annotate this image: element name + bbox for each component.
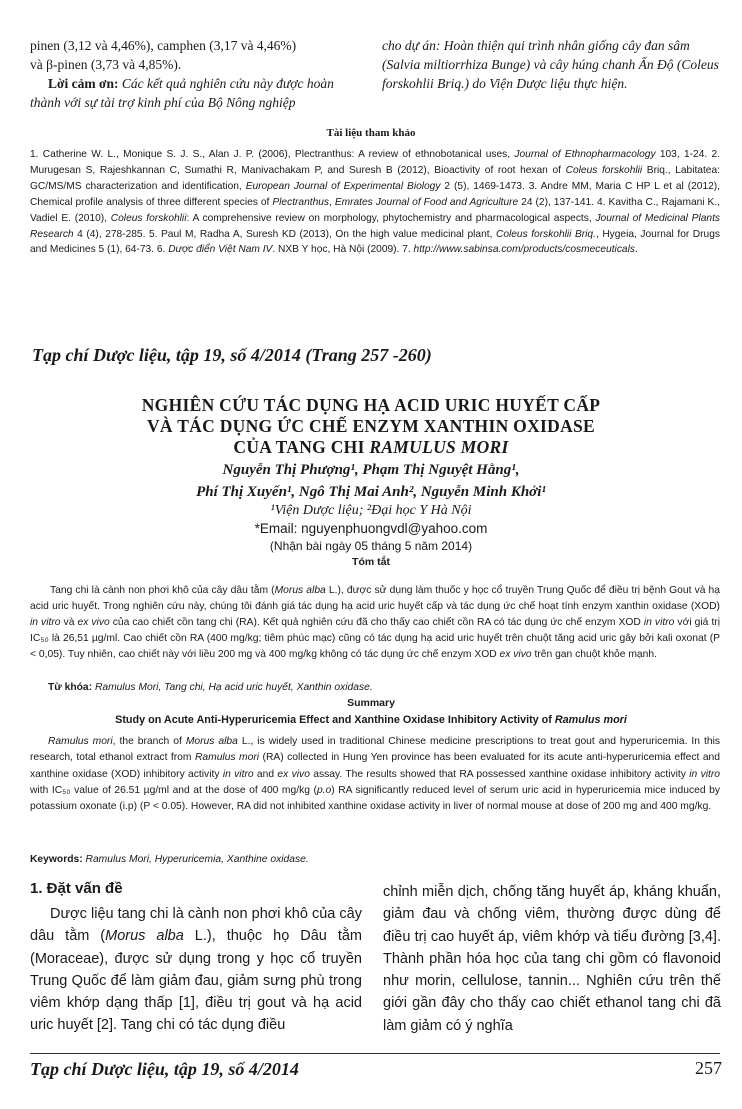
references-heading: Tài liệu tham khảo (326, 127, 416, 139)
authors-line: Phí Thị Xuyến¹, Ngô Thị Mai Anh², Nguyễn Minh Khởi¹ (196, 484, 546, 500)
contact-email[interactable]: *Email: nguyenphuongvdl@yahoo.com (254, 521, 488, 536)
authors-line: Nguyễn Thị Phượng¹, Phạm Thị Nguyệt Hằng¹, (222, 462, 520, 478)
article-title-line: NGHIÊN CỨU TÁC DỤNG HẠ ACID URIC HUYẾT CẤP (141, 395, 601, 415)
footer-journal: Tạp chí Dược liệu, tập 19, số 4/2014 (30, 1059, 299, 1079)
page-number: 257 (695, 1058, 722, 1078)
affiliation: ¹Viện Dược liệu; ²Đại học Y Hà Nội (270, 503, 472, 518)
body-right-column: chỉnh miễn dịch, chống tăng huyết áp, kháng khuẩn, giảm đau và chống viêm, thường được dùng để điều trị cao huyết áp, viêm khớp và tiểu đường [3,4]. Thành phần hóa học của tang chi gồm có flavonoid như morin, cellulose, tannin... Nghiên cứu trên thế giới gần đây cho thấy cao chiết ethanol tang chi đã làm giảm có ý nghĩa (383, 884, 721, 1034)
article-title-line: VÀ TÁC DỤNG ỨC CHẾ ENZYM XANTHIN OXIDASE (146, 416, 596, 436)
keywords-vi: Từ khóa: Ramulus Mori, Tang chi, Hạ acid uric huyết, Xanthin oxidase. (48, 682, 373, 693)
top-left-line: và β-pinen (3,73 và 4,85%). (30, 57, 182, 72)
reference-link[interactable]: http://www.sabinsa.com/products/cosmeceuticals (413, 244, 635, 256)
summary-heading: Summary (347, 697, 395, 709)
journal-citation: Tạp chí Dược liệu, tập 19, số 4/2014 (Trang 257 -260) (32, 345, 432, 365)
top-left-column (30, 36, 366, 112)
article-title-line: CỦA TANG CHI RAMULUS MORI (233, 437, 509, 457)
references-list: 1. Catherine W. L., Monique S. J. S., Alan J. P. (2006), Plectranthus: A review of ethnobotanical uses, Journal of Ethnopharmacology 103, 1-24. 2. Murugesan S, Rajeshkannan C, Sumathi R, Manivachakam P, and Suresh B (2012), Bioactivity of root hexan of Coleus forskohlii Briq., Labitatea: GC/MS/MS characterization and identification, European Journal of Experimental Biology 2 (5), 1469-1473. 3. Andre MM, Maria C HP L et al (2012), Chemical profile analysis of three different species of Plectranthus, Emrates Journal of Food and Agriculture 24 (2), 137-141. 4. Kavitha C., Rajamani K., Vadiel E. (2010), Coleus forskohlii: A comprehensive review on morphology, phytochemistry and pharmacological aspects, Journal of Medicinal Plants Research 4 (4), 278-285. 5. Paul M, Radha A, Suresh KD (2013), On the high value medicinal plant, Coleus forskohlii Briq., Hygeia, Journal for Drugs and Medicines 5 (1), 64-73. 6. Dược điển Việt Nam IV. NXB Y học, Hà Nội (2009). 7. http://www.sabinsa.com/products/cosmeceuticals. (30, 149, 721, 256)
top-right-text: cho dự án: Hoàn thiện qui trình nhân giống cây đan sâm (Salvia miltiorrhiza Bunge) và cây húng chanh Ấn Độ (Coleus forskohlii Briq.) do Viện Dược liệu thực hiện. (382, 38, 719, 91)
received-date: (Nhận bài ngày 05 tháng 5 năm 2014) (269, 539, 473, 553)
keywords-en: Keywords: Ramulus Mori, Hyperuricemia, Xanthine oxidase. (30, 854, 309, 865)
top-right-column (382, 36, 722, 93)
abstract-en: Ramulus mori, the branch of Morus alba L., is widely used in traditional Chinese medicine prescriptions to treat gout and hyperuricemia. In this research, total ethanol extract from Ramulus mori (RA) collected in Hung Yen province has been evaluated for its acute anti-hyperuricemia effect and xanthine oxidase (XOD) inhibitory activity in vitro and ex vivo assay. The results showed that RA possessed xanthine oxidase inhibitory activity in vitro with IC₅₀ value of 26.51 µg/ml and at the dose of 400 mg/kg (p.o) RA significantly reduced level of serum uric acid in hyperuricemia mice induced by potassium oxonate (i.p) (P < 0.05). However, RA did not inhibited xanthine oxidase activity in liver of normal mouse at dose of 200 mg and 400 mg/kg. (30, 736, 721, 813)
ack-text: Các kết quả nghiên cứu này được hoàn thành với sự tài trợ kinh phí của Bộ Nông nghiệp (30, 76, 334, 110)
section-heading: 1. Đặt vấn đề (30, 880, 123, 897)
body-left-column: Dược liệu tang chi là cành non phơi khô của cây dâu tằm (Morus alba L.), thuộc họ Dâu tằm (Moraceae), được sử dụng trong y học cổ truyền Trung Quốc để làm giảm đau, giảm sưng phù trong viêm khớp dạng thấp [1], điều trị gout và hạ acid uric huyết [2]. Tang chi có tác dụng điều (30, 906, 362, 1034)
summary-title: Study on Acute Anti-Hyperuricemia Effect and Xanthine Oxidase Inhibitory Activity of Ramulus mori (115, 714, 627, 726)
ack-label: Lời cảm ơn: (48, 76, 119, 91)
article-header (0, 395, 742, 570)
top-left-line: pinen (3,12 và 4,46%), camphen (3,17 và 4,46%) (30, 38, 297, 53)
abstract-vi: Tang chi là cành non phơi khô của cây dâu tằm (Morus alba L.), được sử dụng làm thuốc y học cổ truyền Trung Quốc để điều trị bệnh Gout và hạ acid uric huyết. Trong nghiên cứu này, chúng tôi đánh giá tác dụng hạ acid uric huyết cấp và tác dụng ức chế hoạt tính enzym xanthin oxidase (XOD) in vitro và ex vivo của cao chiết cồn tang chi (RA). Kết quả nghiên cứu đã cho thấy cao chiết cồn RA có tác dụng ức chế enzym XOD in vitro với giá trị IC₅₀ là 26,51 µg/ml. Cao chiết cồn RA (400 mg/kg; tiêm phúc mạc) cũng có tác dụng hạ acid uric huyết trên chuột tăng acid uric gây bởi kali oxonat (P < 0,05). Tuy nhiên, cao chiết này với liều 200 mg và 400 mg/kg không có tác dụng ức chế enzym XOD ex vivo trên gan chuột khỏe mạnh. (30, 585, 721, 660)
footer-rule (30, 1053, 720, 1054)
abstract-vi-heading: Tóm tắt (352, 556, 390, 568)
acknowledgement (30, 74, 366, 112)
